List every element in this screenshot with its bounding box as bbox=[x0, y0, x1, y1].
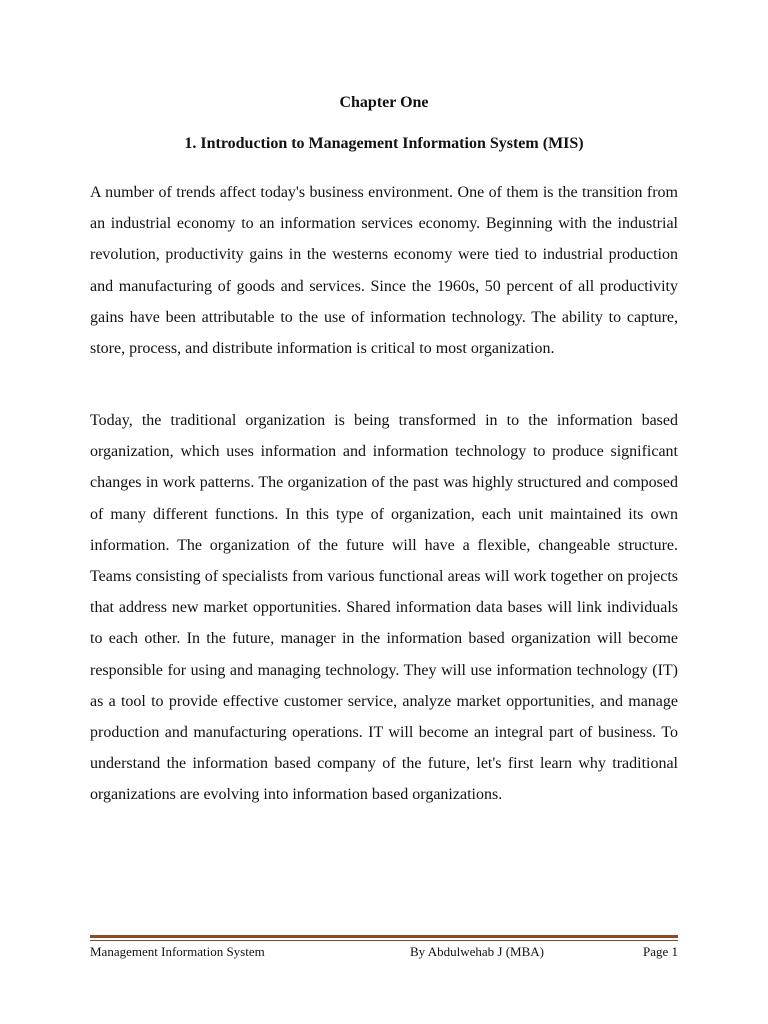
body-paragraph-2: Today, the traditional organization is being transformed in to the information based organization, which uses information and information technology to produce significant changes in work patterns. The organization of the past was highly structured and composed of many different functions. In this type of organization, each unit maintained its own information. The organization of the future will have a flexible, changeable structure. Teams consisting of specialists from various functional areas will work together on projects that address new market opportunities. Shared information data bases will link individuals to each other. In the future, manager in the information based organization will become responsible for using and managing technology. They will use information technology (IT) as a tool to provide effective customer service, analyze market opportunities, and manage production and manufacturing operations. IT will become an integral part of business. To understand the information based company of the future, let's first learn why traditional organizations are evolving into information based organizations. bbox=[90, 412, 678, 804]
section-title: 1. Introduction to Management Information System (MIS) bbox=[184, 135, 584, 152]
chapter-title: Chapter One bbox=[339, 94, 429, 111]
footer-rule-thin bbox=[90, 940, 678, 941]
footer-author: By Abdulwehab J (MBA) bbox=[410, 944, 544, 959]
body-paragraph-1: A number of trends affect today's business environment. One of them is the transition from an industrial economy to an information services economy. Beginning with the industrial revolution, productivity gains in the westerns economy were tied to industrial production and manufacturing of goods and services. Since the 1960s, 50 percent of all productivity gains have been attributable to the use of information technology. The ability to capture, store, process, and distribute information is critical to most organization. bbox=[90, 184, 678, 358]
footer-page-number: Page 1 bbox=[642, 944, 678, 959]
footer-rule-thick bbox=[90, 935, 678, 938]
page-footer bbox=[90, 943, 678, 961]
footer-document-title: Management Information System bbox=[90, 944, 265, 959]
